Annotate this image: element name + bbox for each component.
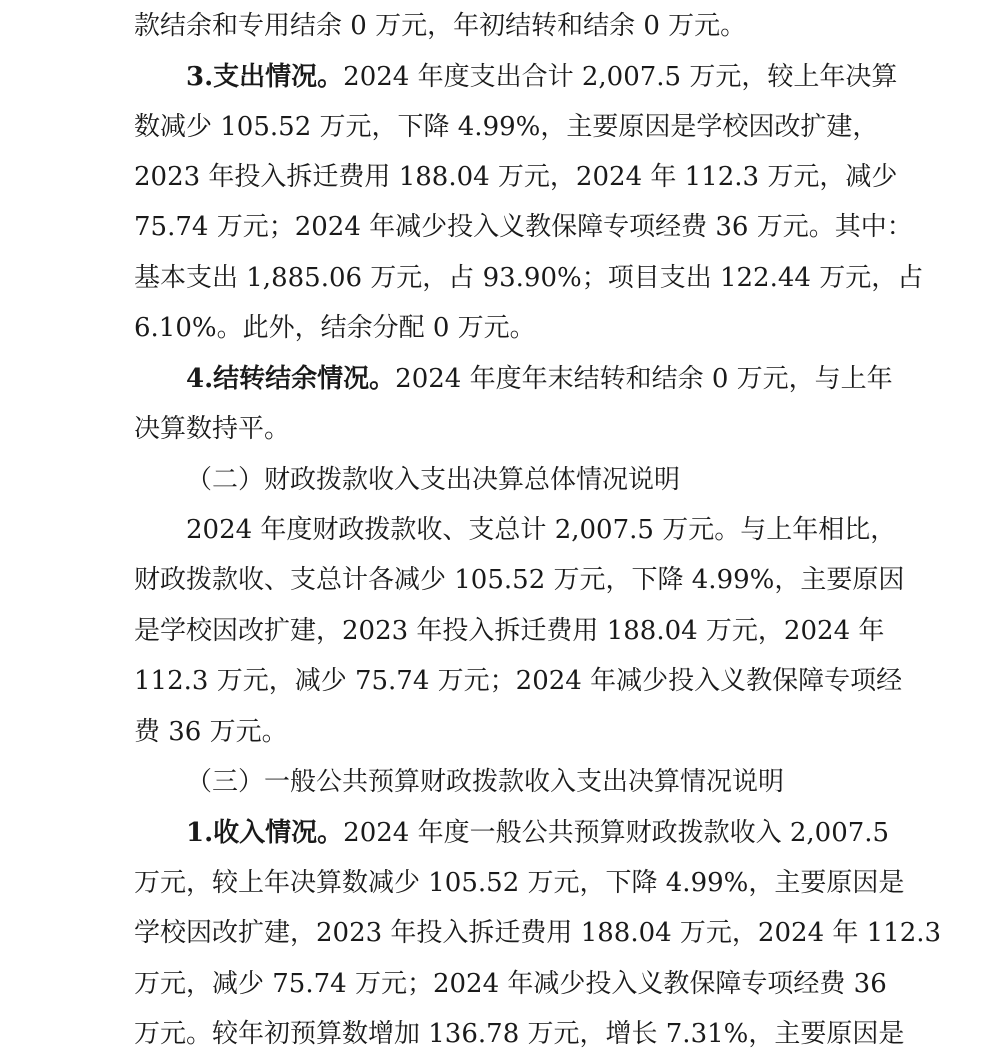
line-text: 万元，减少 75.74 万元；2024 年减少投入义教保障专项经费 36 <box>134 969 887 999</box>
line-text: 学校因改扩建，2023 年投入拆迁费用 188.04 万元，2024 年 112.3 <box>134 918 942 948</box>
line-text: 万元，较上年决算数减少 105.52 万元，下降 4.99%，主要原因是 <box>134 868 905 898</box>
section-heading-general-budget <box>186 757 878 807</box>
text-line <box>134 908 942 958</box>
line-text: 75.74 万元；2024 年减少投入义教保障专项经费 36 万元。其中： <box>134 212 913 242</box>
section-heading-text: （三）一般公共预算财政拨款收入支出决算情况说明 <box>186 767 785 797</box>
paragraph-income-first-line <box>186 808 890 858</box>
line-text: 数减少 105.52 万元，下降 4.99%，主要原因是学校因改扩建， <box>134 112 879 142</box>
line-text: 2024 年度一般公共预算财政拨款收入 2,007.5 <box>343 818 890 848</box>
paragraph-expenditure-first-line <box>186 52 898 102</box>
line-text: 费 36 万元。 <box>134 717 288 747</box>
text-line <box>134 707 878 757</box>
line-text: 是学校因改扩建，2023 年投入拆迁费用 188.04 万元，2024 年 <box>134 616 885 646</box>
heading-income: 1.收入情况。 <box>186 818 344 848</box>
text-line <box>134 303 878 353</box>
paragraph-carryover-first-line <box>186 354 893 404</box>
text-line <box>134 959 887 1009</box>
line-text: 2024 年度财政拨款收、支总计 2,007.5 万元。与上年相比， <box>186 515 897 545</box>
line-text: 决算数持平。 <box>134 414 291 444</box>
text-line <box>134 152 898 202</box>
text-line <box>134 555 905 605</box>
heading-expenditure: 3.支出情况。 <box>186 62 344 92</box>
text-line <box>134 656 903 706</box>
text-line <box>134 606 885 656</box>
text-line <box>134 1 878 51</box>
line-text: 万元。较年初预算数增加 136.78 万元，增长 7.31%，主要原因是 <box>134 1019 905 1049</box>
text-line <box>134 1009 905 1059</box>
text-line <box>134 404 878 454</box>
section-heading-fiscal-overview <box>186 455 878 505</box>
line-text: 款结余和专用结余 0 万元，年初结转和结余 0 万元。 <box>134 11 747 41</box>
text-line <box>134 102 878 152</box>
heading-carryover: 4.结转结余情况。 <box>186 364 396 394</box>
text-line <box>186 505 897 555</box>
line-text: 基本支出 1,885.06 万元，占 93.90%；项目支出 122.44 万元，占 <box>134 263 924 293</box>
line-text: 2024 年度支出合计 2,007.5 万元，较上年决算 <box>343 62 898 92</box>
text-line <box>134 202 913 252</box>
line-text: 2023 年投入拆迁费用 188.04 万元，2024 年 112.3 万元，减少 <box>134 162 898 192</box>
text-line <box>134 253 924 303</box>
line-text: 6.10%。此外，结余分配 0 万元。 <box>134 313 536 343</box>
text-line <box>134 858 905 908</box>
section-heading-text: （二）财政拨款收入支出决算总体情况说明 <box>186 465 681 495</box>
line-text: 2024 年度年末结转和结余 0 万元，与上年 <box>395 364 893 394</box>
line-text: 财政拨款收、支总计各减少 105.52 万元，下降 4.99%，主要原因 <box>134 565 905 595</box>
line-text: 112.3 万元，减少 75.74 万元；2024 年减少投入义教保障专项经 <box>134 666 903 696</box>
